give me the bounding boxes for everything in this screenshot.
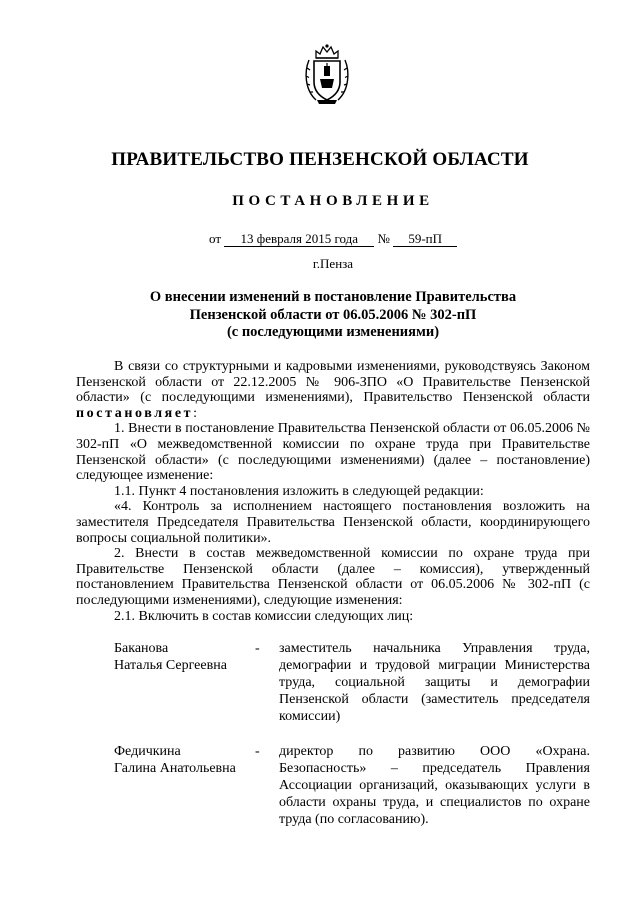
member-dash: - xyxy=(255,744,260,759)
member-given-name: Галина Анатольевна xyxy=(114,761,236,776)
resolves-word: постановляет xyxy=(76,405,194,421)
member-role: заместитель начальника Управления труда, демографии и трудовой миграции Министерства труда, социальной защиты и демографии Пензенской области (заместитель председателя комиссии) xyxy=(279,641,590,724)
member-name xyxy=(114,640,255,725)
member-role: директор по развитию ООО «Охрана. Безопасность» – председатель Правления Ассоциации организаций, оказывающих услуги в области охраны труда, и специалистов по охране труда (по согласованию). xyxy=(279,744,590,827)
member-surname: Баканова xyxy=(114,641,169,656)
date-prefix: от xyxy=(209,231,222,246)
document-number: 59-пП xyxy=(393,232,457,247)
document-type: ПОСТАНОВЛЕНИЕ xyxy=(232,193,434,209)
member-surname: Федичкина xyxy=(114,744,181,759)
member-row xyxy=(114,743,590,828)
member-name xyxy=(114,743,255,828)
subject-line: (с последующими изменениями) xyxy=(226,324,440,341)
date-number-line xyxy=(209,231,457,247)
members-list xyxy=(114,640,590,846)
member-given-name: Наталья Сергеевна xyxy=(114,658,227,673)
member-dash: - xyxy=(255,641,260,656)
clause-2: 2. Внести в состав межведомственной комиссии по охране труда при Правительстве Пензенской области (далее – комиссия), утвержденный постановлением Правительства Пензенской области от 06.05.2006 № 302-пП (с последующими изменениями), следующие изменения: xyxy=(76,546,590,608)
resolves-colon: : xyxy=(193,405,198,421)
government-title: ПРАВИТЕЛЬСТВО ПЕНЗЕНСКОЙ ОБЛАСТИ xyxy=(111,149,529,170)
member-row xyxy=(114,640,590,725)
subject-line: О внесении изменений в постановление Правительства xyxy=(149,289,517,305)
preamble-paragraph xyxy=(76,359,590,421)
clause-1-1-text: «4. Контроль за исполнением настоящего постановления возложить на заместителя Председателя Правительства Пензенской области, координирующего вопросы социальной политики». xyxy=(76,499,590,546)
penza-coat-of-arms-icon xyxy=(302,42,352,108)
clause-2-1: 2.1. Включить в состав комиссии следующих лиц: xyxy=(114,608,414,624)
number-label: № xyxy=(377,231,390,246)
preamble-text: В связи со структурными и кадровыми изменениями, руководствуясь Законом Пензенской области от 22.12.2005 № 906-ЗПО «О Правительстве Пензенской области» (с последующими изменениями), Правительство Пензенской области xyxy=(76,359,590,406)
document-body xyxy=(76,359,590,624)
document-subject xyxy=(0,289,640,342)
clause-1: 1. Внести в постановление Правительства Пензенской области от 06.05.2006 № 302-пП «О межведомственной комиссии по охране труда при Правительстве Пензенской области» (с последующими изменениями) (далее – постановление) следующее изменение: xyxy=(76,421,590,484)
clause-1-1: 1.1. Пункт 4 постановления изложить в следующей редакции: xyxy=(114,483,484,499)
document-date: 13 февраля 2015 года xyxy=(224,232,374,247)
subject-line: Пензенской области от 06.05.2006 № 302-пП xyxy=(189,306,477,323)
city: г.Пенза xyxy=(312,256,354,271)
